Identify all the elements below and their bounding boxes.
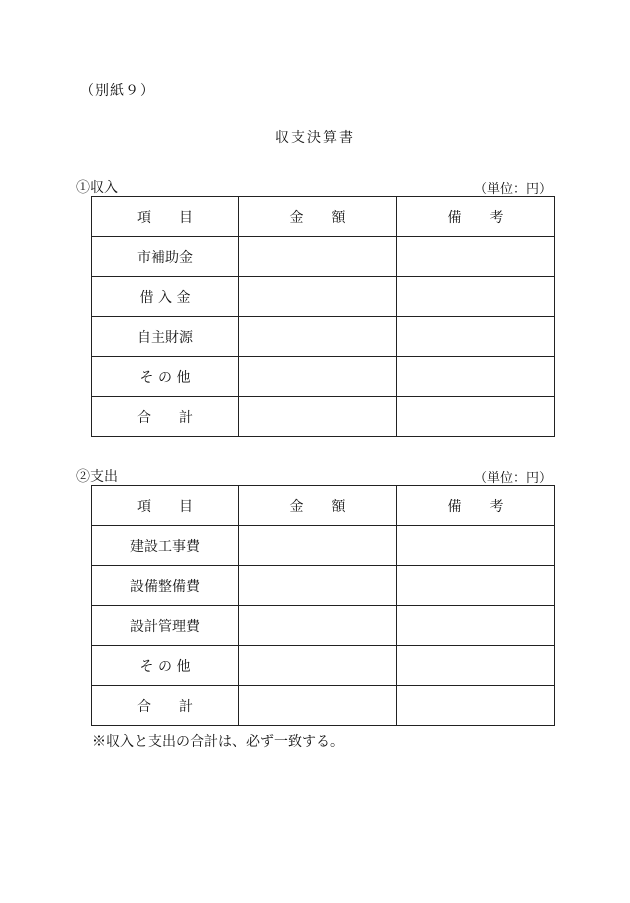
table-row	[92, 526, 555, 566]
table-row	[92, 566, 555, 606]
expense-header-row	[92, 486, 555, 526]
income-section-label: ①収入	[76, 180, 118, 196]
expense-unit-label: （単位：円）	[473, 471, 552, 486]
amount-cell[interactable]	[239, 397, 397, 437]
remarks-cell[interactable]	[397, 237, 555, 277]
table-row	[92, 606, 555, 646]
amount-header: 金 額	[239, 486, 397, 526]
row-item: 市補助金	[92, 237, 239, 277]
table-row	[92, 646, 555, 686]
item-header: 項 目	[92, 197, 239, 237]
income-header-row	[92, 197, 555, 237]
amount-cell[interactable]	[239, 357, 397, 397]
table-row	[92, 317, 555, 357]
remarks-cell[interactable]	[397, 686, 555, 726]
expense-section-label: ②支出	[76, 469, 118, 485]
income-table	[91, 196, 555, 437]
remarks-cell[interactable]	[397, 397, 555, 437]
row-item: そ の 他	[92, 357, 239, 397]
table-row	[92, 397, 555, 437]
document-title: 収支決算書	[275, 130, 355, 146]
row-item: 自主財源	[92, 317, 239, 357]
remarks-cell[interactable]	[397, 526, 555, 566]
table-row	[92, 686, 555, 726]
remarks-header: 備 考	[397, 486, 555, 526]
remarks-cell[interactable]	[397, 357, 555, 397]
row-item: 借 入 金	[92, 277, 239, 317]
row-item: 設備整備費	[92, 566, 239, 606]
amount-cell[interactable]	[239, 526, 397, 566]
amount-cell[interactable]	[239, 566, 397, 606]
remarks-header: 備 考	[397, 197, 555, 237]
amount-header: 金 額	[239, 197, 397, 237]
table-row	[92, 237, 555, 277]
annex-label: （別紙９）	[80, 83, 155, 99]
row-item: そ の 他	[92, 646, 239, 686]
amount-cell[interactable]	[239, 646, 397, 686]
item-header: 項 目	[92, 486, 239, 526]
amount-cell[interactable]	[239, 277, 397, 317]
row-item: 設計管理費	[92, 606, 239, 646]
amount-cell[interactable]	[239, 606, 397, 646]
table-row	[92, 357, 555, 397]
remarks-cell[interactable]	[397, 646, 555, 686]
income-unit-label: （単位：円）	[473, 182, 552, 197]
row-item-total: 合 計	[92, 397, 239, 437]
row-item: 建設工事費	[92, 526, 239, 566]
remarks-cell[interactable]	[397, 566, 555, 606]
remarks-cell[interactable]	[397, 277, 555, 317]
table-row	[92, 277, 555, 317]
remarks-cell[interactable]	[397, 317, 555, 357]
balance-note: ※収入と支出の合計は、必ず一致する。	[92, 734, 344, 750]
row-item-total: 合 計	[92, 686, 239, 726]
expense-table	[91, 485, 555, 726]
amount-cell[interactable]	[239, 237, 397, 277]
remarks-cell[interactable]	[397, 606, 555, 646]
amount-cell[interactable]	[239, 686, 397, 726]
amount-cell[interactable]	[239, 317, 397, 357]
